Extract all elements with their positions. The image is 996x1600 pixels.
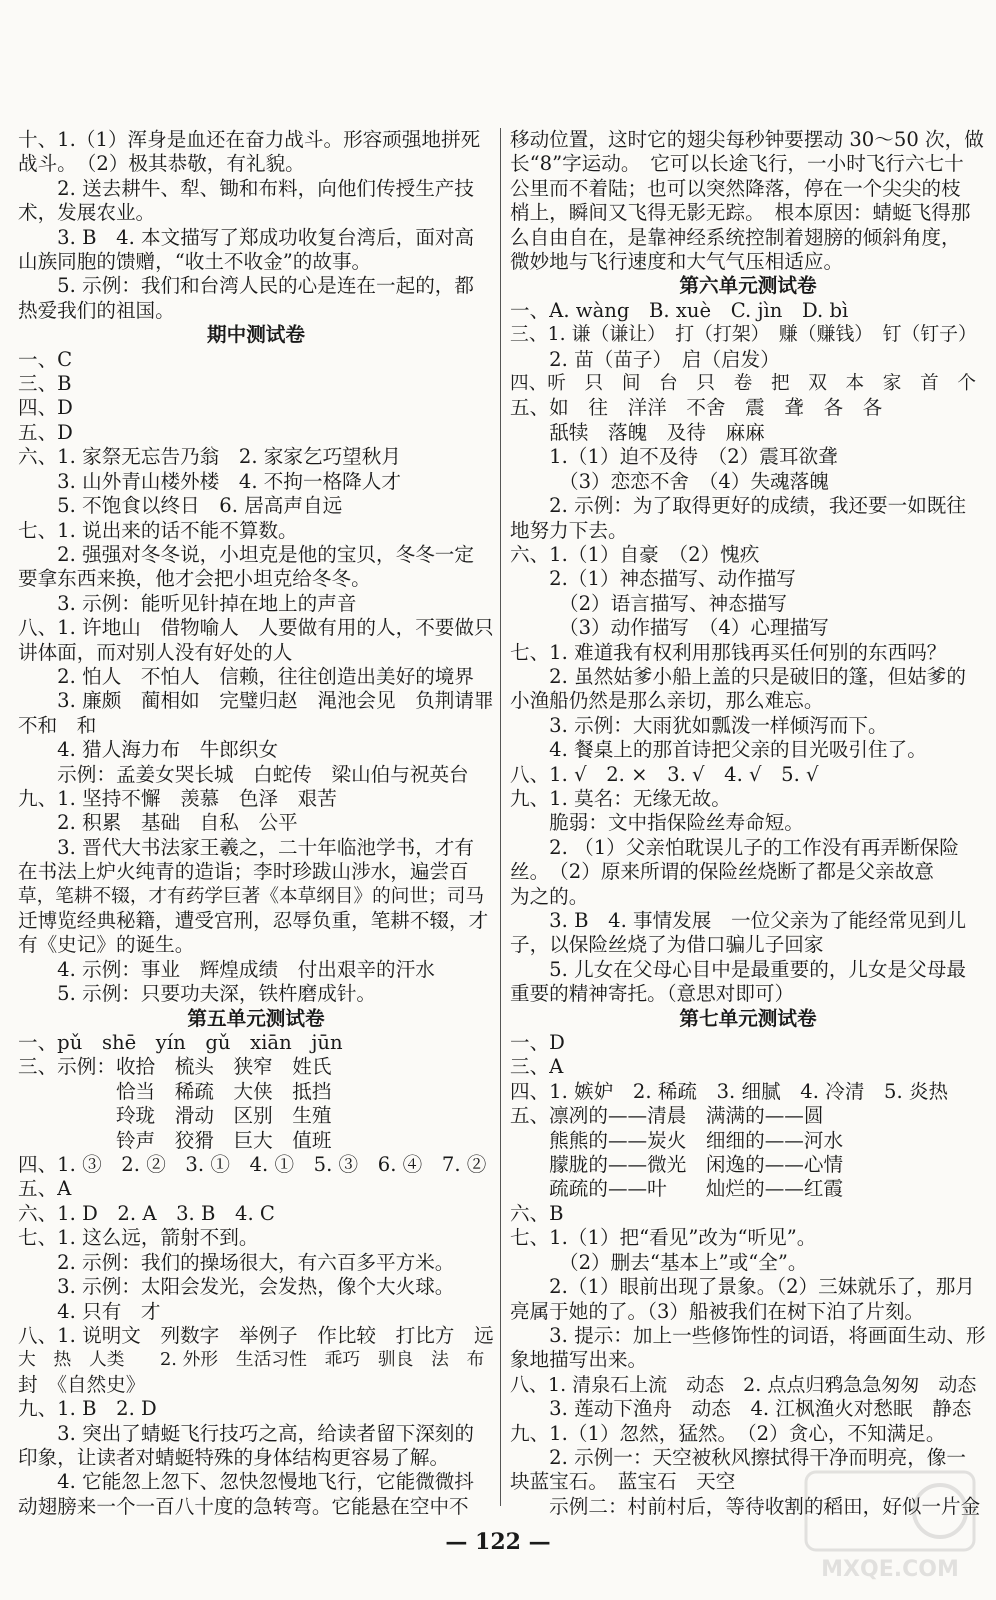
right-line: 七、1. 难道我有权利用那钱再买任何别的东西吗？ [510,640,947,664]
left-column [18,128,494,1518]
column-divider [500,128,501,1506]
svg-text:MXQE.COM: MXQE.COM [821,1557,959,1582]
left-line: 3. 廉颇 蔺相如 完璧归赵 渑池会见 负荆请罪 [18,689,494,713]
left-line: 4. 猎人海力布 牛郎织女 [18,738,279,762]
right-line: 五、如 往 洋洋 不舍 震 聋 各 各 [510,396,883,420]
left-line: 恰当 稀疏 大侠 抵挡 [18,1079,332,1103]
right-line: 一、D [510,1031,565,1055]
left-line: 2. 送去耕牛、犁、锄和布料，向他们传授生产技 [18,176,474,200]
left-line: 2. 强强对冬冬说，小坦克是他的宝贝，冬冬一定 [18,542,474,566]
right-line: 舐犊 落魄 及待 麻麻 [510,420,765,444]
right-line: 2. 示例一：天空被秋风擦拭得干净而明亮，像一 [510,1445,966,1469]
right-line: 2.（1）神态描写、动作描写 [510,567,796,591]
left-line: 5. 示例：我们和台湾人民的心是连在一起的，都 [18,274,474,298]
left-line: 一、pǔ shē yín gǔ xiān jūn [18,1031,343,1055]
left-line: 2. 积累 基础 自私 公平 [18,811,298,835]
right-line: 3. 示例：大雨犹如瓢泼一样倾泻而下。 [510,713,888,737]
right-line: 为之的。 [510,884,589,908]
right-line: 长“8”字运动。 它可以长途飞行，一小时飞行六七十 [510,152,964,176]
right-line: 地努力下去。 [510,518,628,542]
left-line: 六、1. 家祭无忘告乃翁 2. 家家乞巧望秋月 [18,445,401,469]
right-line: （2）语言描写、神态描写 [510,591,787,615]
right-line: 2.（1）眼前出现了景象。（2）三妹就乐了，那月 [510,1275,975,1299]
left-line: 七、1. 说出来的话不能不算数。 [18,518,298,542]
right-line: 子，以保险丝烧了为借口骗儿子回家 [510,933,824,957]
left-line: 5. 示例：只要功夫深，铁杵磨成针。 [18,982,377,1006]
left-line: 八、1. 说明文 列数字 举例子 作比较 打比方 远 [18,1323,494,1347]
right-line: 熊熊的——炭火 细细的——河水 [510,1128,844,1152]
right-line: 重要的精神寄托。（意思对即可） [510,982,795,1006]
left-line: 热爱我们的祖国。 [18,298,175,322]
right-line: 四、1. 嫉妒 2. 稀疏 3. 细腻 4. 冷清 5. 炎热 [510,1079,949,1103]
left-line: 术，发展农业。 [18,201,156,225]
right-line: 2. 苗（苗子） 启（启发） [510,347,780,371]
left-line: 铃声 狡猾 巨大 值班 [18,1128,332,1152]
left-line: 4. 示例：事业 辉煌成绩 付出艰辛的汗水 [18,957,435,981]
left-line: 3. 示例：太阳会发光，会发热，像个大火球。 [18,1275,455,1299]
right-line: 块蓝宝石。 蓝宝石 天空 [510,1470,736,1494]
right-line: （2）删去“基本上”或“全”。 [510,1250,808,1274]
right-line: 朦胧的——微光 闲逸的——心情 [510,1153,844,1177]
right-line: 一、A. wàng B. xuè C. jìn D. bì [510,298,849,322]
left-line: 五、D [18,420,73,444]
left-line: 3. B 4. 本文描写了郑成功收复台湾后，面对高 [18,225,475,249]
left-line: 迁博览经典秘籍，遭受宫刑，忍辱负重，笔耕不辍，才 [18,909,489,932]
right-line: 梢上，瞬间又飞得无影无踪。 根本原因：蜻蜓飞得那 [510,201,971,225]
right-line: 移动位置，这时它的翅尖每秒钟要摆动 30～50 次，做 [510,128,984,151]
right-line: 六、1.（1）自豪 （2）愧疚 [510,542,760,566]
right-line: 疏疏的——叶 灿烂的——红霞 [510,1177,844,1201]
right-line: 八、1. √ 2. × 3. √ 4. √ 5. √ [510,762,819,786]
right-line: 么自由自在，是靠神经系统控制着翅膀的倾斜角度， [510,225,961,249]
left-section-title: 期中测试卷 [207,323,305,347]
right-line: 2. 示例：为了取得更好的成绩，我还要一如既往 [510,494,966,518]
right-line: 微妙地与飞行速度和大气气压相适应。 [510,250,844,274]
right-line: 4. 餐桌上的那首诗把父亲的目光吸引住了。 [510,738,927,762]
left-line: 七、1. 这么远，箭射不到。 [18,1226,259,1250]
left-line: 封 《自然史》 [18,1372,146,1396]
left-line: 3. 突出了蜻蜓飞行技巧之高，给读者留下深刻的 [18,1421,474,1445]
left-line: 五、A [18,1177,72,1201]
left-line: 3. 山外青山楼外楼 4. 不拘一格降人才 [18,469,401,493]
left-line: 印象，让读者对蜻蜓特殊的身体结构更容易了解。 [18,1445,450,1469]
right-column [510,128,986,1518]
left-line: 山族同胞的馈赠，“收土不收金”的故事。 [18,250,372,274]
left-line: 4. 它能忽上忽下、忽快忽慢地飞行，它能微微抖 [18,1470,474,1494]
left-line: 草，笔耕不辍，才有药学巨著《本草纲目》的问世；司马 [18,885,485,907]
right-line: 九、1.（1）忽然，猛然。 （2）贪心，不知满足。 [510,1421,946,1445]
left-section-title: 第五单元测试卷 [187,1006,325,1030]
right-section-title: 第六单元测试卷 [679,274,817,298]
right-line: （3）恋恋不舍 （4）失魂落魄 [510,469,829,493]
left-line: 2. 示例：我们的操场很大，有六百多平方米。 [18,1250,455,1274]
left-line: 2. 怕人 不怕人 信赖，往往创造出美好的境界 [18,664,474,688]
left-line: 要拿东西来换，他才会把小坦克给冬冬。 [18,567,371,591]
left-line: 一、C [18,347,73,371]
left-line: 示例：孟姜女哭长城 白蛇传 梁山伯与祝英台 [18,762,469,786]
right-line: 3. 提示：加上一些修饰性的词语，将画面生动、形 [510,1323,986,1347]
right-line: （3）动作描写 （4）心理描写 [510,616,829,640]
left-line: 大 热 人类 2. 外形 生活习性 乖巧 驯良 法 布 [18,1350,485,1371]
right-line: 象地描写出来。 [510,1348,648,1372]
left-line: 讲体面，而对别人没有好处的人 [18,640,293,664]
left-line: 九、1. 坚持不懈 羡慕 色泽 艰苦 [18,786,337,810]
left-line: 六、1. D 2. A 3. B 4. C [18,1201,275,1225]
left-line: 三、B [18,372,72,396]
right-line: 3. 莲动下渔舟 动态 4. 江枫渔火对愁眠 静态 [510,1397,972,1421]
right-line: 亮属于她的了。（3）船被我们在树下泊了片刻。 [510,1299,925,1323]
right-line: 八、1. 清泉石上流 动态 2. 点点归鸦急急匆匆 动态 [510,1373,977,1396]
left-line: 十、1.（1）浑身是血还在奋力战斗。形容顽强地拼死 [18,128,481,151]
right-line: 1.（1）迫不及待 （2）震耳欲聋 [510,445,838,469]
left-line: 不和 和 [18,713,97,737]
right-line: 四、听 只 间 台 只 卷 把 双 本 家 首 个 [510,373,977,395]
left-line: 5. 不饱食以终日 6. 居高声自远 [18,494,343,518]
left-line: 四、1. ③ 2. ② 3. ① 4. ① 5. ③ 6. ④ 7. ② [18,1153,487,1177]
right-line: 三、A [510,1055,564,1079]
right-line: 丝。 （2）原来所谓的保险丝烧断了都是父亲故意 [510,860,934,884]
left-line: 八、1. 许地山 借物喻人 人要做有用的人，不要做只 [18,616,494,640]
left-line: 有《史记》的诞生。 [18,933,195,957]
left-line: 九、1. B 2. D [18,1397,157,1421]
right-line: 六、B [510,1201,564,1225]
left-line: 战斗。 （2）极其恭敬，有礼貌。 [18,152,305,176]
left-line: 四、D [18,396,73,420]
right-line: 3. B 4. 事情发展 一位父亲为了能经常见到儿 [510,909,967,932]
left-line: 3. 晋代大书法家王羲之，二十年临池学书，才有 [18,835,474,859]
page-number: — 122 — [445,1529,551,1555]
right-line: 2. 虽然姑爹小船上盖的只是破旧的篷，但姑爹的 [510,664,966,688]
right-line: 示例二：村前村后，等待收割的稻田，好似一片金 [510,1494,981,1518]
right-line: 2. （1）父亲怕耽误儿子的工作没有再弄断保险 [510,835,959,859]
right-line: 九、1. 莫名：无缘无故。 [510,786,731,810]
right-line: 小渔船仍然是那么亲切，那么难忘。 [510,689,824,713]
left-line: 3. 示例：能听见针掉在地上的声音 [18,591,357,615]
left-line: 动翅膀来一个一百八十度的急转弯。它能悬在空中不 [18,1494,469,1518]
right-line: 脆弱：文中指保险丝寿命短。 [510,811,804,835]
right-line: 5. 儿女在父母心目中是最重要的，儿女是父母最 [510,957,966,981]
left-line: 三、示例：收拾 梳头 狭窄 姓氏 [18,1055,332,1079]
left-line: 在书法上炉火纯青的造诣；李时珍跋山涉水，遍尝百 [18,860,469,884]
right-line: 五、凛冽的——清晨 满满的——圆 [510,1104,824,1128]
right-line: 三、1. 谦（谦让） 打（打架） 赚（赚钱） 钉（钉子） [510,324,977,346]
left-line: 玲珑 滑动 区别 生殖 [18,1104,332,1128]
right-line: 公里而不着陆；也可以突然降落，停在一个尖尖的枝 [510,176,961,200]
right-section-title: 第七单元测试卷 [679,1006,817,1030]
right-line: 七、1.（1）把“看见”改为“听见”。 [510,1226,817,1250]
left-line: 4. 只有 才 [18,1299,161,1323]
